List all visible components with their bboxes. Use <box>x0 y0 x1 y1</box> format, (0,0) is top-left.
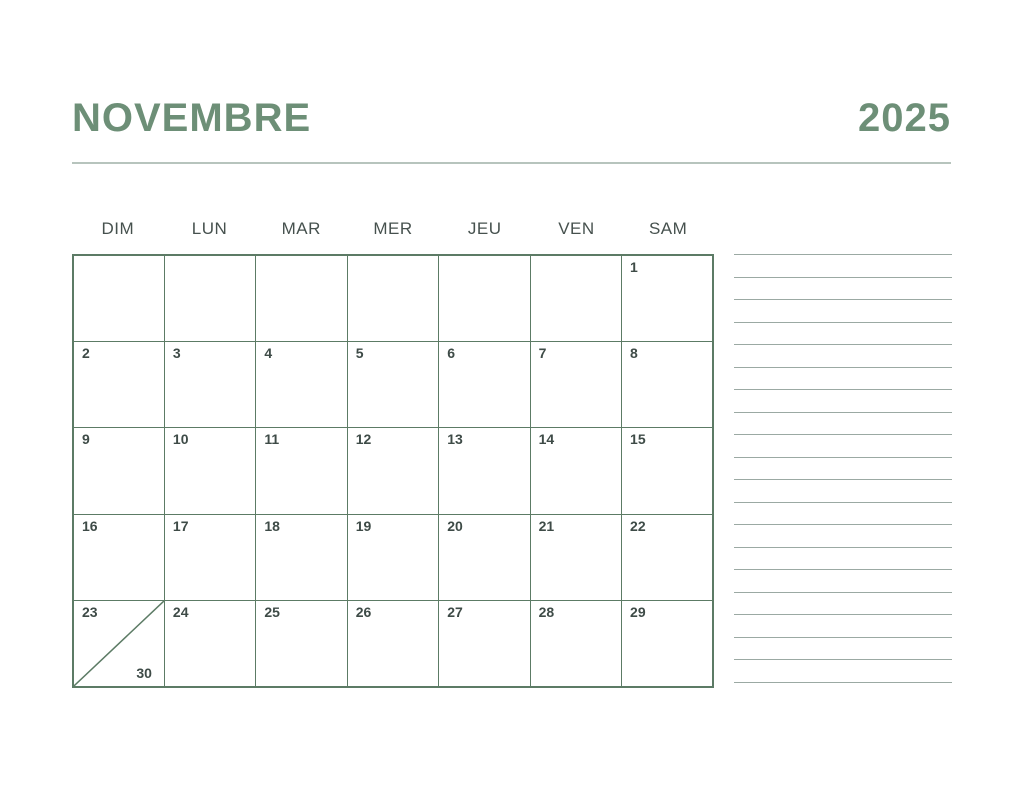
note-line <box>734 434 952 435</box>
note-line <box>734 682 952 683</box>
note-line <box>734 254 952 255</box>
day-number: 26 <box>355 604 372 621</box>
weekday-label-dim: DIM <box>101 219 135 238</box>
weekday-label-ven: VEN <box>558 219 595 238</box>
calendar-cell-day-18 <box>256 514 347 600</box>
calendar-cell-day-14 <box>530 428 621 514</box>
calendar-cell-day-26 <box>347 601 438 687</box>
note-line <box>734 659 952 660</box>
note-line <box>734 524 952 525</box>
note-line <box>734 277 952 278</box>
day-number: 18 <box>264 517 280 534</box>
day-number: 29 <box>630 604 646 621</box>
day-number: 9 <box>82 431 90 448</box>
note-line <box>734 367 952 368</box>
day-number: 8 <box>630 344 638 361</box>
calendar-cell-day-22 <box>622 514 713 600</box>
calendar-cell-day-28 <box>530 601 621 687</box>
weekday-label-sam: SAM <box>648 219 688 238</box>
calendar-cell-day-7 <box>530 341 621 427</box>
calendar-cell-day-6 <box>439 341 530 427</box>
note-line <box>734 637 952 638</box>
calendar-cell-day-4 <box>256 341 347 427</box>
weekday-label-mar: MAR <box>281 219 321 238</box>
calendar-cell-day-10 <box>164 428 255 514</box>
day-number: 28 <box>538 604 555 621</box>
header-divider <box>72 162 951 164</box>
weekday-label-lun: LUN <box>191 219 228 238</box>
day-number: 17 <box>172 517 189 534</box>
day-number: 27 <box>447 604 463 621</box>
month-title: NOVEMBRE <box>72 96 312 140</box>
day-number: 6 <box>447 344 455 361</box>
calendar-cell-day-29 <box>622 601 713 687</box>
day-number: 19 <box>355 517 372 534</box>
calendar-cell-day-20 <box>439 514 530 600</box>
note-line <box>734 547 952 548</box>
calendar-cell-day-24 <box>164 601 255 687</box>
calendar-cell-day-21 <box>530 514 621 600</box>
note-line <box>734 457 952 458</box>
day-number: 12 <box>355 431 372 448</box>
calendar-cell-day-3 <box>164 341 255 427</box>
note-line <box>734 322 952 323</box>
calendar-cell-empty <box>347 255 438 341</box>
day-number: 21 <box>538 517 555 534</box>
calendar-cell-day-1 <box>622 255 713 341</box>
day-number-secondary: 30 <box>136 664 152 681</box>
calendar-cell-empty <box>164 255 255 341</box>
calendar-cell-day-13 <box>439 428 530 514</box>
calendar-cell-empty <box>73 255 164 341</box>
calendar-cell-day-16 <box>73 514 164 600</box>
calendar-cell-empty <box>439 255 530 341</box>
day-number: 5 <box>355 344 364 361</box>
note-line <box>734 479 952 480</box>
weekday-label-jeu: JEU <box>467 219 502 238</box>
calendar-cell-day-23 <box>73 601 164 687</box>
year-label: 2025 <box>858 96 951 140</box>
calendar-cell-day-19 <box>347 514 438 600</box>
note-line <box>734 412 952 413</box>
calendar-cell-day-25 <box>256 601 347 687</box>
day-number: 15 <box>630 431 646 448</box>
day-number: 4 <box>264 344 273 361</box>
weekday-header-row <box>72 219 714 239</box>
day-number: 2 <box>82 344 90 361</box>
calendar-cell-day-12 <box>347 428 438 514</box>
weekday-label-mer: MER <box>373 219 413 238</box>
note-line <box>734 592 952 593</box>
calendar-cell-day-15 <box>622 428 713 514</box>
day-number: 1 <box>630 259 638 275</box>
day-number: 24 <box>172 604 189 621</box>
calendar-cell-day-8 <box>622 341 713 427</box>
day-number: 16 <box>82 517 98 534</box>
calendar-cell-day-27 <box>439 601 530 687</box>
calendar-cell-empty <box>530 255 621 341</box>
day-number: 10 <box>172 431 189 448</box>
note-line <box>734 344 952 345</box>
note-line <box>734 569 952 570</box>
calendar-cell-day-5 <box>347 341 438 427</box>
calendar-cell-empty <box>256 255 347 341</box>
day-number: 23 <box>82 604 98 621</box>
day-number: 13 <box>447 431 463 448</box>
day-number: 20 <box>447 517 463 534</box>
calendar-cell-day-11 <box>256 428 347 514</box>
day-number: 22 <box>630 517 646 534</box>
note-line <box>734 389 952 390</box>
calendar-cell-day-17 <box>164 514 255 600</box>
note-line <box>734 502 952 503</box>
day-number: 14 <box>538 431 555 448</box>
day-number: 3 <box>172 344 181 361</box>
calendar-grid <box>72 254 714 688</box>
note-line <box>734 614 952 615</box>
calendar-cell-day-9 <box>73 428 164 514</box>
note-line <box>734 299 952 300</box>
day-number: 11 <box>264 431 280 448</box>
calendar-cell-day-2 <box>73 341 164 427</box>
day-number: 7 <box>538 344 547 361</box>
day-number: 25 <box>264 604 280 621</box>
